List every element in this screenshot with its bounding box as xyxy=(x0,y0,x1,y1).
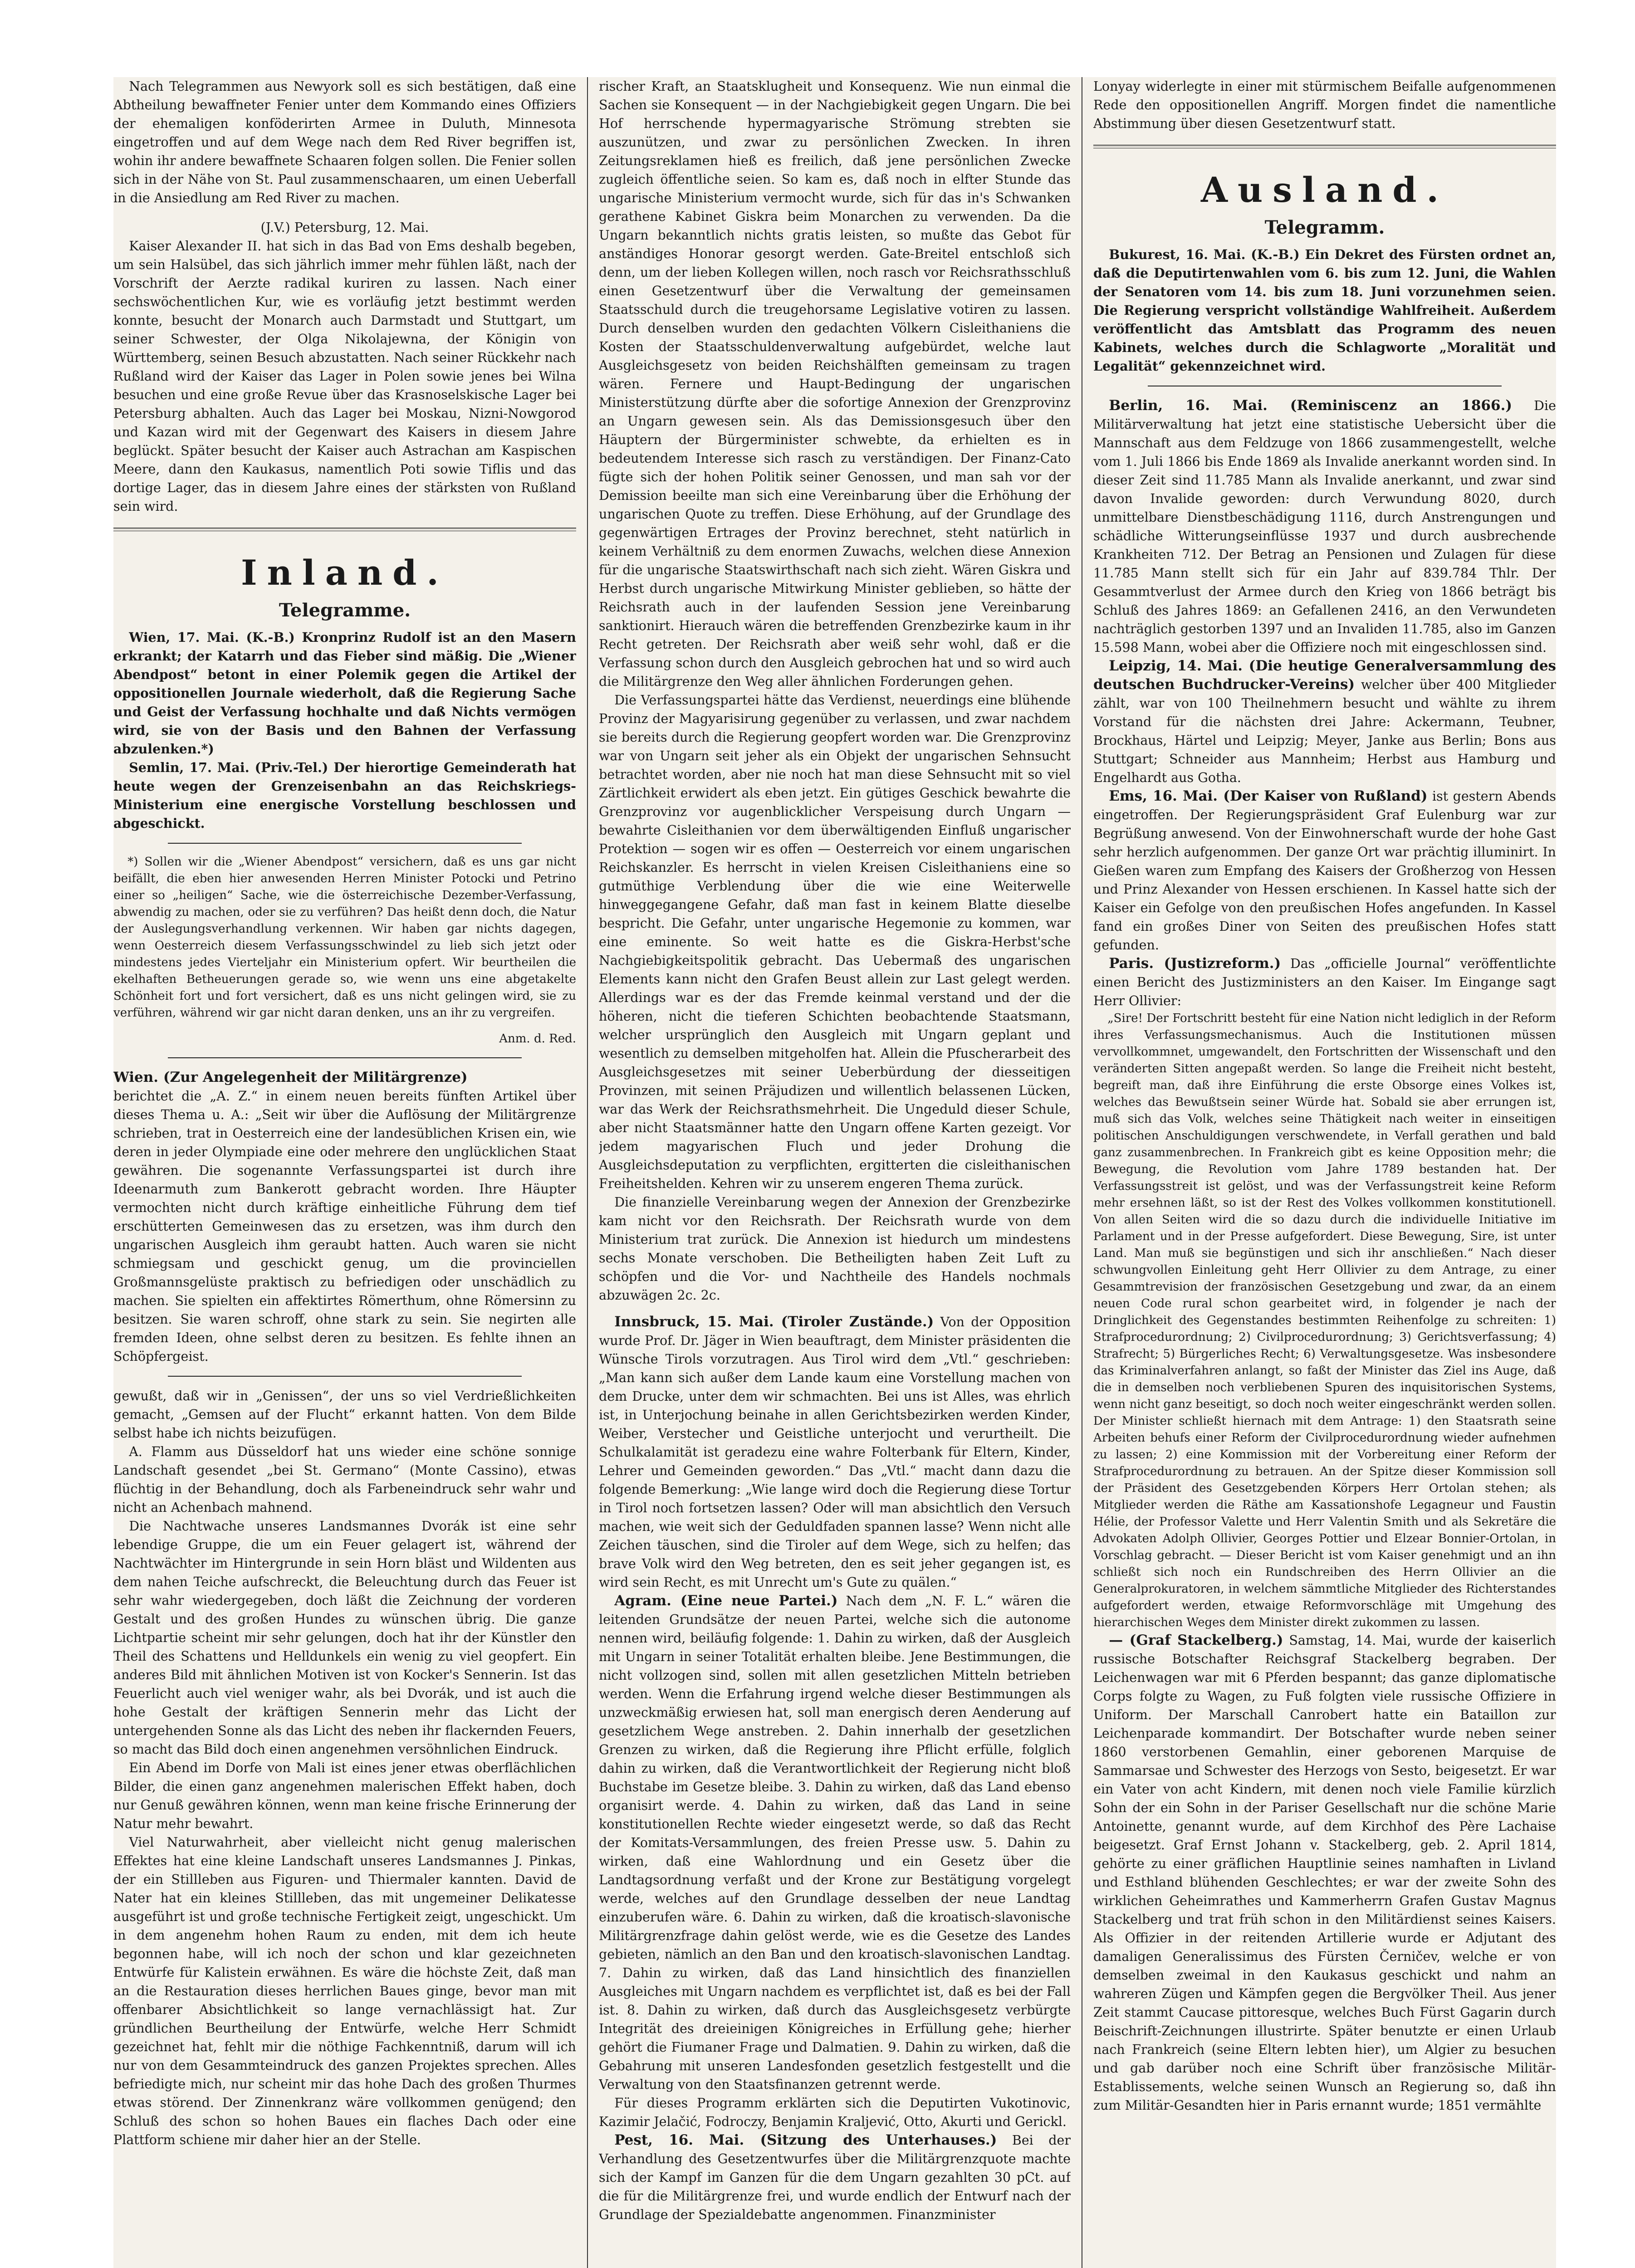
telegram-semlin: Semlin, 17. Mai. (Priv.-Tel.) Der hierortige Gemeinderath hat heute wegen der Grenzeisenbahn an das Reichskriegs-Ministerium eine energische Vorstellung beschlossen und abgeschickt. xyxy=(113,760,576,831)
ems-heading: Ems, 16. Mai. (Der Kaiser von Rußland) xyxy=(1109,788,1428,804)
article-paris: Das „officielle Journal“ veröffentlichte einen Bericht des Justizministers an den Kaiser. Im Eingange sagt Herr Ollivier: xyxy=(1093,956,1556,1008)
article-ministry: rischer Kraft, an Staatsklugheit und Konsequenz. Wie nun einmal die Sachen sie Konsequent — in der Nachgiebigkeit gegen Ungarn. Die bei Hof herrschende hypermagyarische Strömung strebten sie auszunützen, und zwar zu persönlichen Zwecken. In ihren Zeitungsreklamen hieß es freilich, daß jene persönlichen Zwecke zugleich öffentliche seien. So kam es, daß noch in elfter Stunde das ungarische Ministerium vermocht wurde, sich für das in's Schwanken gerathene Kabinet Giskra beim Monarchen zu verwenden. Da die Ungarn bekanntlich nichts gratis leisten, so mußte das Gebot für anständiges Honorar gesorgt werden. Gate-Breitel entschloß sich denn, um der lieben Kollegen willen, noch rasch vor Reichsrathsschluß einen Gesetzentwurf über die Verwaltung der gemeinsamen Staatsschuld durch die treugehorsame Legislative votiren zu lassen. Durch denselben wurden den gedachten Völkern Cisleithaniens die Kosten der Staatsschuldenverwaltung aufgebürdet, welche laut Ausgleichsgesetz von beiden Reichshälften gemeinsam zu tragen wären. Fernere und Haupt-Bedingung der ungarischen Ministerstützung dürfte aber die sofortige Annexion der Grenzprovinz an Ungarn gewesen sein. Als das Demissionsgesuch über den Häuptern der Bürgerminister schwebte, da erhielten es in bedeutendem Interesse sich rasch zu verständigen. Der Finanz-Cato fügte sich der hohen Politik seiner Genossen, und man sah vor der Demission beeilte man sich eine Vereinbarung über die Erhöhung der ungarischen Quote zu treffen. Diese Erhöhung, auf der Grundlage des gegenwärtigen Ertrages der Provinz berechnet, steht natürlich in keinem Verhältniß zu dem enormen Zuwachs, welchen diese Annexion für die ungarische Staatswirthschaft nach sich zieht. Wären Giskra und Herbst durch ungarische Mitwirkung Minister geblieben, so hätte der Reichsrath auch in der laufenden Session jene Vereinbarung sanktionirt. Hierauch wären die betreffenden Grenzbezirke kaum in ihr Recht getreten. Der Reichsrath aber weiß sehr wohl, daß er die Verfassung schon durch den Ausgleich gebrochen hat und so wird auch die Militärgrenze den Weg aller ähnlichen Forderungen gehen. xyxy=(599,79,1071,689)
column-middle xyxy=(599,77,1071,2268)
article-agram-signers: Für dieses Programm erklärten sich die Deputirten Vukotinovic, Kazimir Jelačić, Fodroczy, Benjamin Kraljević, Otto, Akurti und Gerickl. xyxy=(599,2096,1071,2129)
feuilleton-paragraph: A. Flamm aus Düsseldorf hat uns wieder eine schöne sonnige Landschaft gesendet „bei St. Germano“ (Monte Cassino), etwas flüchtig in der Behandlung, doch als Farbeneindruck sehr wahr und nicht an Achenbach mahnend. xyxy=(113,1444,576,1515)
dateline-berlin xyxy=(1093,396,1556,657)
column-right xyxy=(1093,77,1556,2268)
article-stackelberg: Samstag, 14. Mai, wurde der kaiserlich russische Botschafter Reichsgraf Stackelberg begraben. Der Leichenwagen war mit 6 Pferden bespannt; das ganze diplomatische Corps folgte zu Wagen, zu Fuß folgten viele russische Offiziere in Uniform. Der Marschall Canrobert hatte ein Bataillon zur Leichenparade kommandirt. Der Botschafter wurde neben seiner 1860 verstorbenen Gemahlin, einer geborenen Marquise de Sammarsae und Schwester des Herzogs von Sesto, beigesetzt. Er war ein Vater von acht Kindern, mit denen noch viele Familie kürzlich Sohn der ein Sohn in der Pariser Gesellschaft nur die schöne Marie Antoinette, genannt wurde, auf dem Kirchhof des Père Lachaise beigesetzt. Graf Ernst Johann v. Stackelberg, geb. 2. April 1814, gehörte zu einer gräflichen Hauptlinie seines namhaften in Livland und Esthland blühenden Geschlechtes; er war der zweite Sohn des wirklichen Geheimrathes und Kammerherrn Grafen Gustav Magnus Stackelberg und trat früh schon in den Militärdienst seines Kaisers. Als Offizier in der reitenden Artillerie wurde er Adjutant des damaligen Generalissimus des Fürsten Černičev, welche er von demselben zweimal in den Kaukasus geschickt und nahm an wahreren Zügen und Kämpfen gegen die Bergvölker Theil. Aus jener Zeit stammt Caucase pittoresque, welches Buch Fürst Gagarin durch Beischrift-Zeichnungen illustrirte. Später benutzte er einen Urlaub nach Frankreich (seine Eltern lebten hier), um Algier zu besuchen und gab darüber noch eine Schrift über französische Militär-Establissements, welche seinen Wunsch an Regierung so, daß ihn zum Militär-Gesandten hier in Paris ernannt wurde; 1851 vermählte xyxy=(1093,1633,1556,2113)
article-innsbruck: Von der Opposition wurde Prof. Dr. Jäger in Wien beauftragt, dem Minister präsidenten die Wünsche Tirols vorzutragen. Aus Tirol wird dem „Vtl.“ geschrieben: „Man kann sich außer dem Lande kaum eine Vorstellung machen von dem Drucke, unter dem wir schmachten. Bei uns ist Alles, was ehrlich ist, in Unterjochung beinahe in allen Gerichtsbezirken werden Kinder, Weiber, Verstecher und Geistliche unterjocht und verurtheilt. Die Schulkalamität ist geradezu eine wahre Folterbank für Eltern, Kinder, Lehrer und Gemeinden geworden.“ Das „Vtl.“ macht dann dazu die folgende Bemerkung: „Wie lange wird doch die Regierung diese Tortur in Tirol noch fortsetzen lassen? Oder will man absichtlich den Versuch machen, wie weit sich der Geduldfaden spannen lasse? Wenn nicht alle Zeichen täuschen, sind die Tiroler auf dem Wege, sich zu helfen; das brave Volk wird den Weg betreten, den es seit jeher gegangen ist, es wird sein Recht, es mit Unrecht um's Gute zu quälen.“ xyxy=(599,1315,1071,1590)
paris-report-quote: „Sire! Der Fortschritt besteht für eine Nation nicht lediglich in der Reform ihres Verfassungsmechanismus. Auch die Institutionen müssen vervollkommnet, umgewandelt, den Fortschritten der Wissenschaft und den veränderten Sitten angepaßt werden. So lange die Freiheit nicht besteht, begreift man, daß ihre Einführung die erste Obsorge eines Volkes ist, welches das Bewußtsein seiner Würde hat. Sobald sie aber errungen ist, muß sich das Volk, welches seine Thätigkeit nach weiter in einseitigen politischen Anschuldigungen verschwendete, in Verfall gerathen und bald ganz zusammenbrechen. In Frankreich gibt es keine Opposition mehr; die Bewegung, die Revolution vom Jahre 1789 bestanden hat. Der Verfassungsstreit ist gelöst, und was der Verfassungstreit keine Reform mehr ersehnen läßt, so ist der Rest des Volkes vollkommen konstitutionell. Von allen Seiten wird die so dazu durch die individuelle Initiative im Parlament und in der Presse aufgefordert. Diese Bewegung, Sire, ist unter Land. Man muß sie begünstigen und sich ihr anschließen.“ Nach dieser schwungvollen Einleitung geht Herr Ollivier zu dem Antrage, zu einer Gesammtrevision der französischen Gesetzgebung und zwar, da an einem neuen Code rural schon gearbeitet wird, in folgender je nach der Dringlichkeit des Gegenstandes bestimmten Reihenfolge zu schreiten: 1) Strafprocedurordnung; 2) Civilprocedurordnung; 3) Gerichtsverfassung; 4) Strafrecht; 5) Bürgerliches Recht; 6) Verwaltungsgesetze. Was insbesondere das Kriminalverfahren anlangt, so faßt der Minister das Ziel ins Auge, daß die in demselben noch verbliebenen Spuren des inquisitorischen Systems, wenn nicht ganz beseitigt, so doch noch weiter eingeschränkt werden sollen. Der Minister schließt hiernach mit dem Antrage: 1) den Staatsrath seine Arbeiten behufs einer Reform der Civilprocedurordnung wieder aufnehmen zu lassen; 2) eine Kommission mit der Vorbereitung einer Reform der Strafprocedurordnung zu betrauen. An der Spitze dieser Kommission soll der Präsident des Gesetzgebenden Körpers Herr Ortolan stehen; als Mitglieder werden die Räthe am Kassationshofe Legagneur und Faustin Hélie, der Professor Valette und Herr Valentin Smith und als Sekretäre die Advokaten Adolph Ollivier, Georges Pottier und Elzear Bonnier-Ortolan, in Vorschlag gebracht. — Dieser Bericht ist vom Kaiser genehmigt und an ihn schließt sich noch ein Rundschreiben des Herrn Ollivier an die Generalprokuratoren, in welchem sämmtliche Mitglieder des Richterstandes aufgefordert werden, etwaige Reformvorschläge mit Umgehung des hierarchischen Weges dem Minister direkt zukommen zu lassen. xyxy=(1093,1012,1556,1629)
berlin-heading: Berlin, 16. Mai. (Reminiscenz an 1866.) xyxy=(1109,397,1513,414)
dateline-agram xyxy=(599,1592,1071,2094)
article-ems: ist gestern Abends eingetroffen. Der Regierungspräsident Graf Eulenburg war zur Begrüßung anwesend. Von der Einwohnerschaft wurde der hohe Gast sehr herzlich aufgenommen. Der ganze Ort war prächtig illuminirt. In Gießen waren zum Empfang des Kaisers der Großherzog von Hessen und Prinz Alexander von Hessen erschienen. In Kassel hatte sich der Kaiser ein Gefolge von den preußischen Hofes angefunden. In Kassel fand ein großes Diner von Seiten des preußischen Hofes statt gefunden. xyxy=(1093,789,1556,953)
subheading-telegramm: Telegramm. xyxy=(1264,217,1385,238)
section-heading-inland: Inland. xyxy=(241,552,449,593)
section-heading-ausland: Ausland. xyxy=(1201,170,1449,210)
article-militaergrenze: berichtet die „A. Z.“ in einem neuen bereits fünften Artikel über dieses Thema u. A.: „Seit wir über die Auflösung der Militärgrenze schrieben, trat in Oesterreich eine der landesüblichen Krisen ein, wie deren in jeder Olympiade eine oder mehrere den unglücklichen Staat gewähren. Die sogenannte Verfassungspartei ist durch ihre Ideenarmuth zum Bankerott gebracht worden. Ihre Häupter vermochten nicht durch kräftige einheitliche Führung dem tief erschütterten Gemeinwesen das zu ersetzen, was ihm durch den ungarischen Ausgleich ihm geraubt hatten. Auch waren sie nicht schmiegsam und geschickt genug, um die provinciellen Großmannsgelüste praktisch zu befriedigen oder unschädlich zu machen. Sie spielten ein affektirtes Römerthum, ohne Römersinn zu besitzen. Sie waren schroff, ohne stark zu sein. Sie negirten alle fremden Ideen, ohne selbst deren zu besitzen. Es fehlte ihnen an Schöpfergeist. xyxy=(113,1089,576,1364)
article-agram: Nach dem „N. F. L.“ wären die leitenden Grundsätze der neuen Partei, welche sich die autonome nennen wird, beiläufig folgende: 1. Dahin zu wirken, daß der Ausgleich mit Ungarn in seiner Totalität erhalten bleibe. Jene Bestimmungen, die nicht vollzogen sind, sollen mit allen gesetzlichen Mitteln betrieben werden. Wenn die Erfahrung irgend welche dieser Bestimmungen als unzweckmäßig erwiesen hat, soll man energisch deren Aenderung auf gesetzlichem Wege anstreben. 2. Dahin innerhalb der gesetzlichen Grenzen zu wirken, daß die Regierung ihre Pflicht erfülle, folglich dahin zu wirken, daß die Verantwortlichkeit der Regierung nicht bloß Buchstabe im Gesetze bleibe. 3. Dahin zu wirken, daß das Land ebenso organisirt werde. 4. Dahin zu wirken, daß das Land in seine konstitutionellen Rechte wieder eingesetzt werde, so daß das Recht der Komitats-Versammlungen, des freien Presse usw. 5. Dahin zu wirken, daß eine Wahlordnung und ein Gesetz über die Landtagsordnung verfaßt und der Krone zur Bestätigung vorgelegt werde, welches auf den Grundlage desselben der neue Landtag einzuberufen wäre. 6. Dahin zu wirken, daß die kroatisch-slavonische Militärgrenzfrage dahin gelöst werde, wie es die Gesetze des Landes gebieten, nämlich an den Ban und den kroatisch-slavonischen Landtag. 7. Dahin zu wirken, daß das Land hinsichtlich des finanziellen Ausgleiches mit Ungarn nachdem es verpflichtet ist, daß es bei der Fall ist. 8. Dahin zu wirken, daß durch das Ausgleichsgesetz verbürgte Integrität des dreieinigen Königreiches in Erfüllung gehe; hierher gehört die Fiumaner Frage und Dalmatien. 9. Dahin zu wirken, daß die Gebahrung mit unseren Landesfonden gesetzlich festgestellt und die Verwaltung von den Staatsfinanzen getrennt werde. xyxy=(599,1593,1071,2092)
agram-heading: Agram. (Eine neue Partei.) xyxy=(614,1593,838,1609)
article-ministry-cont: Die Verfassungspartei hätte das Verdienst, neuerdings eine blühende Provinz der Magyarisirung gegenüber zu verlassen, und zwar nachdem sie bereits durch die Regierung geopfert worden war. Die Grenzprovinz war von Ungarn seit jeher als ein Objekt der ungarischen Sehnsucht betrachtet worden, aber nie noch hat man diese Sehnsucht mit so viel Zärtlichkeit erwidert als eben jetzt. Ein gütiges Geschick bewahrte die Grenzprovinz vor augenblicklicher Verspeisung durch Ungarn — bewahrte Cisleithanien vor dem überwältigenden Einfluß ungarischer Protektion — sogen wir es offen — Oesterreich vor einem ungarischen Reichskanzler. Es herrscht in vielen Kreisen Cisleithaniens eine so gutmüthige Verblendung über die wie eine Weiterwelle hinweggegangene Gefahr, daß man fast in keinem Blatte dieselbe bespricht. Die Gefahr, unter ungarische Hegemonie zu kommen, war eine eminente. So weit hatte es die Giskra-Herbst'sche Nachgiebigkeitspolitik gebracht. Das Uebermaß des ungarischen Elements kann nicht den Grafen Beust allein zur Last gelegt werden. Allerdings war es der das Fremde keinmal verstand und der die höheren, nicht die tieferen Schichten beobachtende Staatsmann, welcher ursprünglich den Ausgleich mit Ungarn geplant und wesentlich zu demselben mitgeholfen hat. Allein die Pfuscherarbeit des Ausgleichsgesetzes mit seiner Ueberbürdung der diesseitigen Provinzen, mit seinen Präjudizen und willentlich belassenen Lücken, war das Werk der Reichsrathsmehrheit. Die Ungeduld dieser Schule, aber nicht Staatsmänner hatte den Ungarn offene Karten gezeigt. Vor jedem magyarischen Fluch und jeder Drohung die Ausgleichsdeputation zu verpflichten, ergitterten die cisleithanischen Freiheitshelden. Kehren wir zu unserem engeren Thema zurück. xyxy=(599,693,1071,1191)
dateline-stackelberg xyxy=(1093,1631,1556,2115)
article-feniers: Nach Telegrammen aus Newyork soll es sich bestätigen, daß eine Abtheilung bewaffneter Fenier unter dem Kommando eines Offiziers der ehemaligen konföderirten Armee in Duluth, Minnesota eingetroffen und auf dem Wege nach dem Red River begriffen ist, wohin ihr andere bewaffnete Schaaren folgen sollen. Die Fenier sollen sich in der Nähe von St. Paul zusammenschaaren, um einen Ueberfall in die Ansiedlung am Red River zu machen. xyxy=(113,79,576,205)
divider xyxy=(168,1057,522,1058)
feuilleton-divider xyxy=(168,1376,522,1377)
paris-heading: Paris. (Justizreform.) xyxy=(1109,955,1281,972)
article-petersburg: Kaiser Alexander II. hat sich in das Bad von Ems deshalb begeben, um sein Halsübel, das sich jährlich immer mehr fühlen läßt, nach der Vorschrift der Aerzte radikal kuriren zu lassen. Nach einer sechswöchentlichen Kur, wie es vorläufig jetzt bestimmt werden konnte, besucht der Monarch auch Darmstadt und Stuttgart, um seiner Schwester, der Olga Nikolajewna, der Königin von Württemberg, seinen Besuch abzustatten. Nach seiner Rückkehr nach Rußland wird der Kaiser das Lager in Polen sowie jenes bei Wilna besuchen und eine große Revue über das Krasnoselskische Lager bei Petersburg abhalten. Auch das Lager bei Moskau, Nizni-Nowgorod und Kazan wird mit der Gegenwart des Kaisers in diesem Jahre beglückt. Später besucht der Kaiser auch Astrachan am Kaspischen Meere, dann den Kaukasus, namentlich Poti sowie Tiflis und das dortige Lager, das in diesem Jahre eines der stärksten von Rußland sein wird. xyxy=(113,239,576,514)
innsbruck-heading: Innsbruck, 15. Mai. (Tiroler Zustände.) xyxy=(614,1314,934,1330)
dateline-pest xyxy=(599,2131,1071,2224)
editor-footnote: *) Sollen wir die „Wiener Abendpost“ versichern, daß es uns gar nicht beifällt, die eben hier anwesenden Herren Minister Potocki und Petrino einer so „heiligen“ Sache, wie die österreichische Dezember-Verfassung, abwendig zu machen, oder sie zu verführen? Das heißt denn doch, die Natur der Auslegungsverhandlung verkennen. Wir haben gar nichts dagegen, wenn Oesterreich diesem Verfassungsschwindel zu lieb sich jetzt oder mindestens jedes Vierteljahr ein Ministerium opfert. Wir beurtheilen die ekelhaften Betheuerungen gerade so, wie wenn uns eine abgetakelte Schönheit fort und fort versichert, daß es uns nicht gelingen wird, sie zu verführen, während wir gar nicht daran denken, uns an ihr zu vergreifen. xyxy=(113,855,576,1020)
footnote-signature: Anm. d. Red. xyxy=(499,1032,576,1046)
feuilleton-paragraph: Ein Abend im Dorfe von Mali ist eines jener etwas oberflächlichen Bilder, die einen ganz angenehmen malerischen Effekt haben, doch nur Genuß gewähren können, wenn man keine frische Erinnerung der Natur mehr bewahrt. xyxy=(113,1760,576,1831)
dateline-petersburg: (J.V.) Petersburg, 12. Mai. xyxy=(260,220,429,235)
column-left xyxy=(113,77,576,2268)
telegram-bukarest: Bukurest, 16. Mai. (K.-B.) Ein Dekret des Fürsten ordnet an, daß die Deputirtenwahlen vom 6. bis zum 12. Juni, die Wahlen der Senatoren vom 14. bis zum 18. Juni vorzunehmen seien. Die Regierung verspricht vollständige Wahlfreiheit. Außerdem veröffentlicht das Amtsblatt das Programm des neuen Kabinets, welches durch die Schlagworte „Moralität und Legalität“ gekennzeichnet wird. xyxy=(1093,247,1556,374)
section-divider xyxy=(113,528,576,531)
telegram-wien: Wien, 17. Mai. (K.-B.) Kronprinz Rudolf ist an den Masern erkrankt; der Katarrh und das Fieber sind mäßig. Die „Wiener Abendpost“ betont in einer Polemik gegen die Artikel der oppositionellen Journale wiederholt, daß die Regierung Sache und Geist der Verfassung hochhalte und daß Nichts vermögen wird, sie von der Basis und den Bahnen der Verfassung abzulenken.*) xyxy=(113,630,576,757)
article-berlin: Die Militärverwaltung hat jetzt eine statistische Uebersicht über die Mannschaft aus dem Feldzuge von 1866 zusammengestellt, welche vom 1. Juli 1866 bis Ende 1869 als Invalide anerkannt worden sind. In dieser Zeit sind 11.785 Mann als Invalide anerkannt, und zwar sind davon Invalide geworden: durch Verwundung 8020, durch unmittelbare Dienstbeschädigung 1116, durch Anstrengungen und schädliche Witterungseinflüsse 1937 und durch ausbrechende Krankheiten 712. Der Betrag an Pensionen und Zulagen für diese 11.785 Mann stellt sich für ein Jahr auf 839.784 Thlr. Der Gesammtverlust der Armee durch den Krieg von 1866 beträgt bis Schluß des Jahres 1869: an Gefallenen 2416, an den Verwundeten nachträglich gestorben 1397 und an Invaliden 11.785, also im Ganzen 15.598 Mann, wobei aber die Offiziere noch mit eingeschlossen sind. xyxy=(1093,398,1556,655)
article-pest-cont: Lonyay widerlegte in einer mit stürmischem Beifalle aufgenommenen Rede den oppositionellen Angriff. Morgen findet die namentliche Abstimmung über diesen Gesetzentwurf statt. xyxy=(1093,79,1556,131)
column-rule xyxy=(587,77,588,2268)
feuilleton-paragraph: Die Nachtwache unseres Landsmannes Dvorák ist eine sehr lebendige Gruppe, die um ein Feuer gelagert ist, während der Nachtwächter im Hintergrunde in sein Horn bläst und Wildenten aus dem nahen Teiche aufschreckt, die Beleuchtung durch das Feuer ist sehr wahr wiedergegeben, doch läßt die Zeichnung der vorderen Gestalt und des großen Hundes zu wünschen übrig. Die ganze Lichtpartie scheint mir sehr gelungen, doch hat ihr der Künstler den Theil des Schattens und Helldunkels ein wenig zu viel geopfert. Ein anderes Bild mit ähnlichen Motiven ist von Kocker's Sennerin. Ist das Feuerlicht auch viel weniger wahr, als bei Dvorák, und ist auch die hohe Gestalt der kräftigen Sennerin mehr das Licht der untergehenden Sonne als das Licht des neben ihr flackernden Feuers, so macht das Bild doch einen angenehmen versöhnlichen Eindruck. xyxy=(113,1519,576,1757)
article-ministry-cont: Die finanzielle Vereinbarung wegen der Annexion der Grenzbezirke kam nicht vor den Reichsrath. Der Reichsrath wurde von dem Ministerium trat zurück. Die Annexion ist hiedurch um mindestens sechs Monate verschoben. Die Betheiligten haben Zeit Luft zu schöpfen und die Vor- und Nachtheile des Handels nochmals abzuwägen 2c. 2c. xyxy=(599,1195,1071,1303)
pest-heading: Pest, 16. Mai. (Sitzung des Unterhauses.) xyxy=(614,2132,997,2148)
dateline-paris xyxy=(1093,954,1556,1010)
feuilleton-paragraph: gewußt, daß wir in „Genissen“, der uns so viel Verdrießlichkeiten gemacht, „Gemsen auf der Flucht“ erkannt hatten. Von dem Bilde selbst habe ich nichts beizufügen. xyxy=(113,1388,576,1441)
heading-wien-militaergrenze: Wien. (Zur Angelegenheit der Militärgrenze) xyxy=(113,1069,468,1085)
dateline-ems xyxy=(1093,787,1556,954)
subheading-telegramme: Telegramme. xyxy=(279,600,411,621)
feuilleton-paragraph: Viel Naturwahrheit, aber vielleicht nicht genug malerischen Effektes hat eine kleine Landschaft unseres Landsmannes J. Pinkas, der ein Stillleben aus Figuren- und Thiermaler kannten. David de Nater hat ein kleines Stillleben, das mit ungemeiner Delikatesse ausgeführt ist und große technische Fertigkeit zeigt, ungeschickt. Um in dem angenehm hohen Raum zu enden, mit dem ich heute begonnen habe, will ich noch der schon und klar gezeichneten Entwürfe für Kalistein erwähnen. Es wäre die höchste Zeit, daß man an die Restauration dieses herrlichen Baues ginge, bevor man mit offenbarer Absichtlichkeit so lange vernachlässigt hat. Zur gründlichen Beurtheilung der Entwürfe, welche Herr Schmidt gezeichnet hat, fehlt mir die nöthige Fachkenntniß, darum will ich nur von dem Gesammteindruck des ganzen Projektes sprechen. Alles befriedigte mich, nur scheint mir das hohe Dach des großen Thurmes etwas störend. Der Zinnenkranz wäre vollkommen genügend; den Schluß des schon so hohen Baues ein flaches Dach oder eine Plattform schiene mir daher hier an der Stelle. xyxy=(113,1835,576,2147)
stackelberg-heading: — (Graf Stackelberg.) xyxy=(1109,1632,1283,1648)
dateline-leipzig xyxy=(1093,657,1556,787)
article-leipzig: welcher über 400 Mitglieder zählt, war von 100 Theilnehmern besucht und wählte zu ihrem Vorstand für die nächsten drei Jahre: Ackermann, Teubner, Brockhaus, Härtel und Leipzig; Meyer, Janke aus Berlin; Bons aus Stuttgart; Schneider aus Mannheim; Herbst aus Hamburg und Engelhardt aus Gotha. xyxy=(1093,677,1556,785)
article-pest: Bei der Verhandlung des Gesetzentwurfes über die Militärgrenzquote machte sich der Kampf im Ganzen für die dem Ungarn gezahlten 30 pCt. auf die für die Militärgrenze frei, und wurde endlich der Entwurf nach der Grundlage der Spezialdebatte angenommen. Finanzminister xyxy=(599,2133,1071,2222)
dateline-innsbruck xyxy=(599,1313,1071,1592)
divider xyxy=(168,843,522,844)
leipzig-heading: Leipzig, 14. Mai. (Die heutige Generalversammlung des deutschen Buchdrucker-Vereins) xyxy=(1093,658,1556,693)
section-divider xyxy=(1093,145,1556,148)
newspaper-page xyxy=(113,77,1556,2268)
